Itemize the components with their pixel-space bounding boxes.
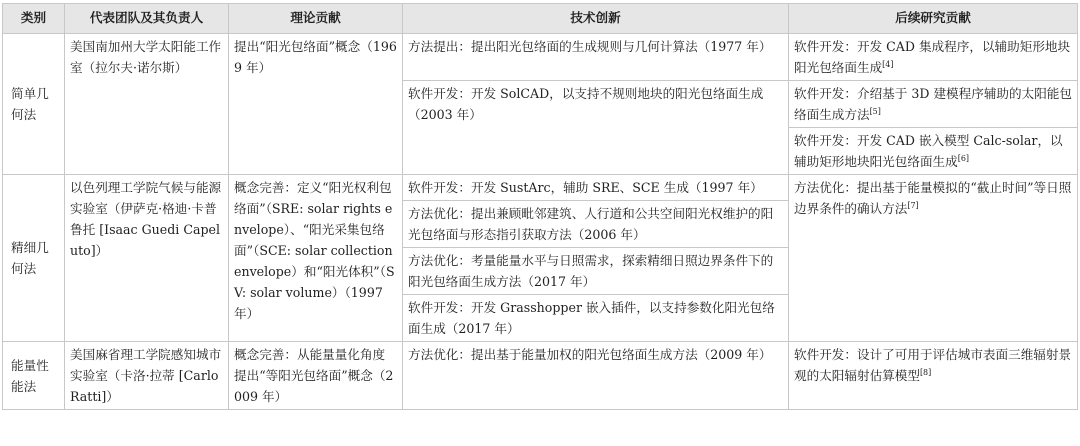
team-cell: 以色列理工学院气候与能源实验室（伊萨克·格迪·卡普鲁托 [Isaac Guedi Capeluto]）	[65, 175, 229, 342]
innovation-cell: 方法优化：提出兼顾毗邻建筑、人行道和公共空间阳光权维护的阳光包络面与形态指引获取方法（2006 年）	[403, 201, 789, 248]
followup-cell	[789, 175, 1078, 342]
followup-text: 软件开发：介绍基于 3D 建模程序辅助的太阳能包络面生成方法	[794, 86, 1072, 122]
header-followup: 后续研究贡献	[789, 4, 1078, 34]
header-category: 类别	[3, 4, 65, 34]
reference-mark: [4]	[882, 59, 894, 69]
innovation-cell: 方法优化：提出基于能量加权的阳光包络面生成方法（2009 年）	[403, 342, 789, 410]
research-table	[2, 3, 1078, 410]
category-cell: 精细几何法	[3, 175, 65, 342]
innovation-cell: 软件开发：开发 SolCAD，以支持不规则地块的阳光包络面生成（2003 年）	[403, 81, 789, 175]
followup-cell	[789, 34, 1078, 81]
innovation-cell: 软件开发：开发 SustArc，辅助 SRE、SCE 生成（1997 年）	[403, 175, 789, 201]
followup-cell	[789, 81, 1078, 128]
innovation-cell: 方法优化：考量能量水平与日照需求，探索精细日照边界条件下的阳光包络面生成方法（2017 年）	[403, 248, 789, 295]
innovation-cell: 软件开发：开发 Grasshopper 嵌入插件，以支持参数化阳光包络面生成（2017 年）	[403, 295, 789, 342]
header-team: 代表团队及其负责人	[65, 4, 229, 34]
category-cell: 简单几何法	[3, 34, 65, 175]
followup-text: 软件开发：开发 CAD 嵌入模型 Calc-solar，以辅助矩形地块阳光包络面生成	[794, 133, 1063, 169]
header-innovation: 技术创新	[403, 4, 789, 34]
reference-mark: [6]	[957, 153, 970, 163]
table-row	[3, 342, 1078, 410]
team-cell: 美国麻省理工学院感知城市实验室（卡洛·拉蒂 [Carlo Ratti]）	[65, 342, 229, 410]
table-row	[3, 175, 1078, 201]
table-row	[3, 34, 1078, 81]
followup-cell	[789, 128, 1078, 175]
category-cell: 能量性能法	[3, 342, 65, 410]
followup-text: 方法优化：提出基于能量模拟的“截止时间”等日照边界条件的确认方法	[794, 180, 1072, 216]
theory-cell: 概念完善：从能量量化角度提出“等阳光包络面”概念（2009 年）	[229, 342, 403, 410]
theory-cell: 概念完善：定义“阳光权利包络面”（SRE: solar rights envelope）、“阳光采集包络面”（SCE: solar collection envelope）和“阳光体积”（SV: solar volume）（1997 年）	[229, 175, 403, 342]
followup-cell	[789, 342, 1078, 410]
header-theory: 理论贡献	[229, 4, 403, 34]
theory-cell: 提出“阳光包络面”概念（1969 年）	[229, 34, 403, 175]
followup-text: 软件开发：开发 CAD 集成程序，以辅助矩形地块阳光包络面生成	[794, 39, 1071, 75]
team-cell: 美国南加州大学太阳能工作室（拉尔夫·诺尔斯）	[65, 34, 229, 175]
reference-mark: [8]	[919, 367, 932, 377]
reference-mark: [7]	[907, 200, 919, 210]
innovation-cell: 方法提出：提出阳光包络面的生成规则与几何计算法（1977 年）	[403, 34, 789, 81]
header-row	[3, 4, 1078, 34]
reference-mark: [5]	[869, 106, 881, 116]
followup-text: 软件开发：设计了可用于评估城市表面三维辐射景观的太阳辐射估算模型	[794, 347, 1072, 383]
